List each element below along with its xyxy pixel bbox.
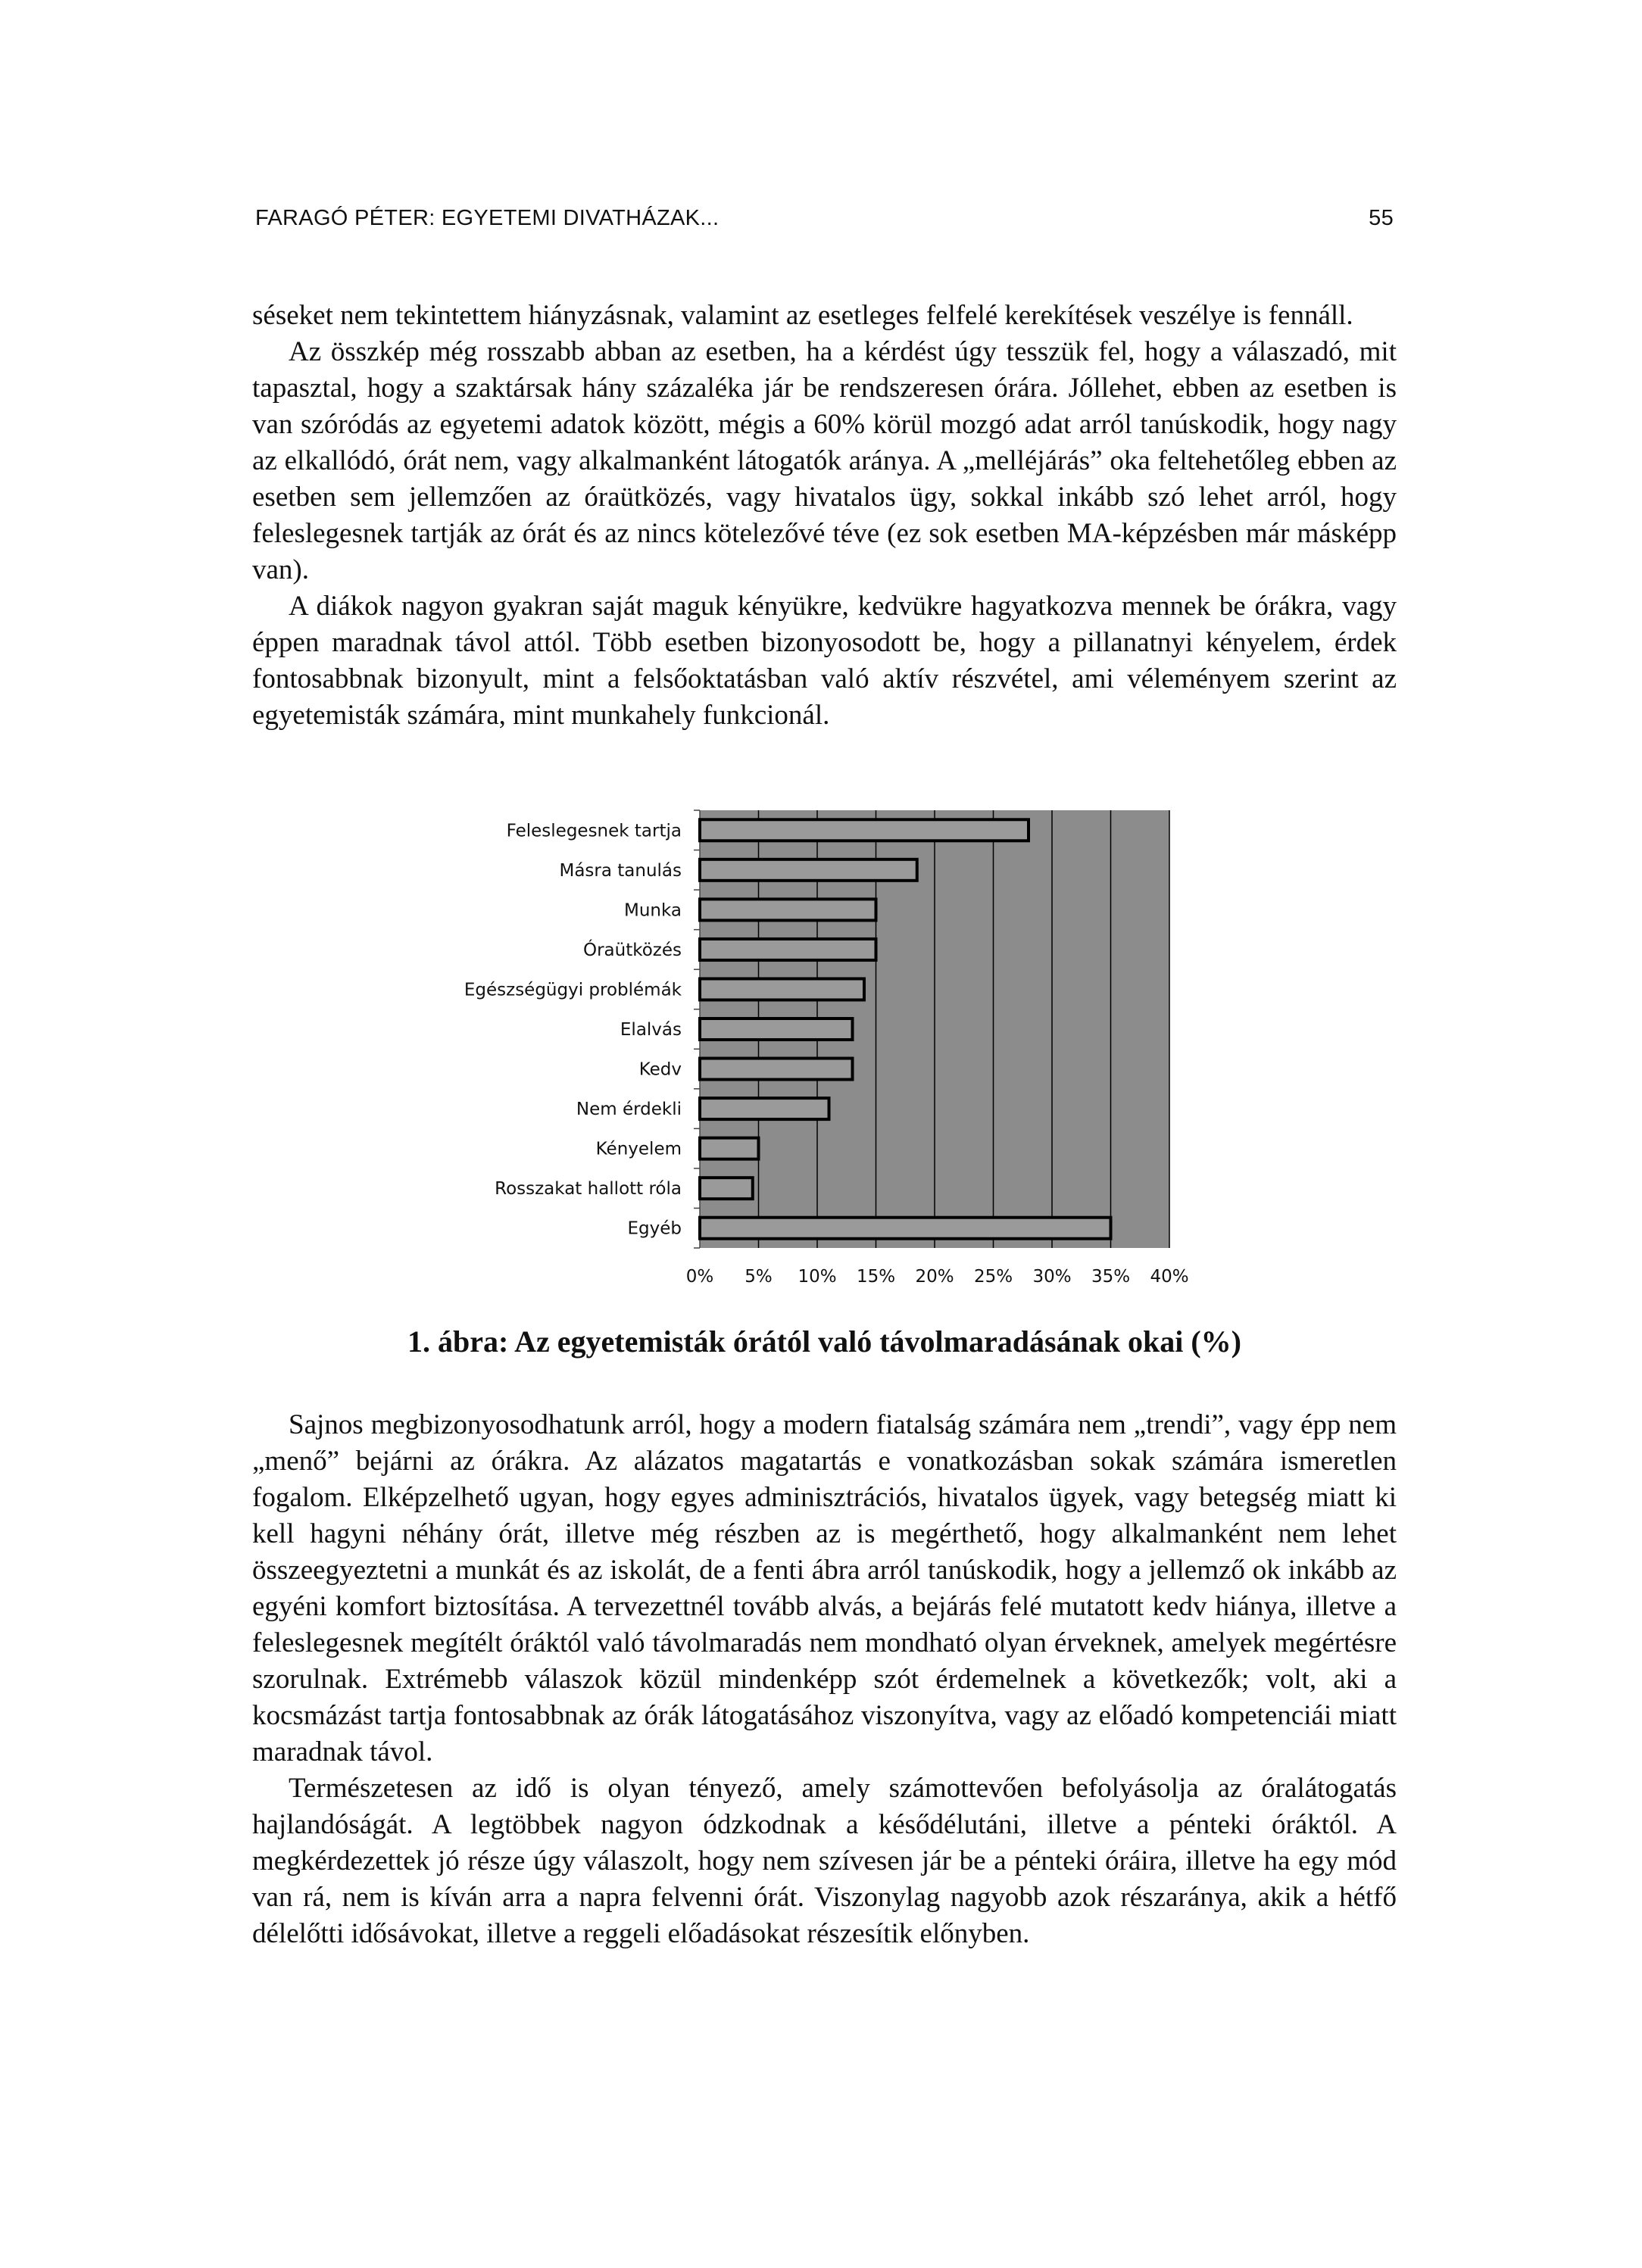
category-label: Feleslegesnek tartja: [506, 821, 682, 841]
bar: [700, 1178, 753, 1199]
x-tick-label: 40%: [1150, 1267, 1189, 1287]
paragraph: Az összkép még rosszabb abban az esetben, ha a kérdést úgy tesszük fel, hogy a válaszadó, mit tapasztal, hogy a szaktársak hány százaléka jár be rendszeresen órára. Jóllehet, ebben az esetben is van szóródás az egyetemi adatok között, mégis a 60% körül mozgó adat arról tanúskodik, hogy nagy az elkallódó, órát nem, vagy alkalmanként látogatók aránya. A „melléjárás” oka feltehetőleg ebben az esetben sem jellemzően az óraütközés, vagy hivatalos ügy, sokkal inkább szó lehet arról, hogy feleslegesnek tartják az órát és az nincs kötelezővé téve (ez sok esetben MA-képzésben már másképp van).: [252, 336, 1397, 585]
x-tick-label: 20%: [915, 1267, 954, 1287]
page-number: 55: [1369, 206, 1394, 230]
x-tick-label: 30%: [1032, 1267, 1072, 1287]
bar: [700, 859, 917, 881]
bar: [700, 1138, 759, 1159]
figure-caption: 1. ábra: Az egyetemisták órától való távolmaradásának okai (%): [407, 1324, 1241, 1359]
category-label: Egyéb: [627, 1218, 682, 1239]
category-label: Elalvás: [620, 1020, 682, 1040]
running-title: FARAGÓ PÉTER: EGYETEMI DIVATHÁZAK...: [255, 206, 720, 230]
x-tick-label: 35%: [1091, 1267, 1131, 1287]
category-label: Másra tanulás: [559, 860, 682, 881]
paragraph: Sajnos megbizonyosodhatunk arról, hogy a modern fiatalság számára nem „trendi”, vagy épp nem „menő” bejárni az órákra. Az alázatos magatartás e vonatkozásban sokak számára ismeretlen fogalom. Elképzelhető ugyan, hogy egyes adminisztrációs, hivatalos ügyek, vagy betegség miatt ki kell hagyni néhány órát, illetve még részben az is megérthető, hogy alkalmanként nem lehet összeegyeztetni a munkát és az iskolát, de a fenti ábra arról tanúskodik, hogy a jellemző ok inkább az egyéni komfort biztosítása. A tervezettnél tovább alvás, a bejárás felé mutatott kedv hiánya, illetve a feleslegesnek megítélt óráktól való távolmaradás nem mondható olyan érveknek, amelyek megértésre szorulnak. Extrémebb válaszok közül mindenképp szót érdemelnek a következők; volt, aki a kocsmázást tartja fontosabbnak az órák látogatásához viszonyítva, vagy az előadó kompetenciái miatt maradnak távol.: [252, 1409, 1397, 1767]
body-text-top: [252, 298, 1397, 734]
x-tick-label: 10%: [798, 1267, 837, 1287]
category-label: Rosszakat hallott róla: [495, 1179, 682, 1200]
bar: [700, 819, 1029, 841]
body-text-bottom: [252, 1407, 1397, 1952]
paragraph: A diákok nagyon gyakran saját maguk kényükre, kedvükre hagyatkozva mennek be órákra, vagy éppen maradnak távol attól. Több esetben bizonyosodott be, hogy a pillanatnyi kényelem, érdek fontosabbnak bizonyult, mint a felsőoktatásban való aktív részvétel, ami véleményem szerint az egyetemisták számára, mint munkahely funkcionál.: [252, 591, 1397, 731]
bar: [700, 939, 876, 960]
category-label: Óraütközés: [582, 940, 682, 960]
bar: [700, 978, 864, 1000]
x-tick-label: 0%: [685, 1267, 714, 1287]
bar: [700, 1218, 1111, 1239]
category-label: Egészségügyi problémák: [464, 980, 682, 1000]
bar: [700, 1019, 853, 1040]
category-label: Nem érdekli: [576, 1100, 682, 1120]
x-tick-label: 15%: [856, 1267, 896, 1287]
paragraph: Természetesen az idő is olyan tényező, amely számottevően befolyásolja az óralátogatás hajlandóságát. A legtöbbek nagyon ódzkodnak a késődélutáni, illetve a pénteki óráktól. A megkérdezettek jó része úgy válaszolt, hogy nem szívesen jár be a pénteki óráira, illetve ha egy mód van rá, nem is kíván arra a napra felvenni órát. Viszonylag nagyobb azok részaránya, akik a hétfő délelőtti idősávokat, illetve a reggeli előadásokat részesítik előnyben.: [252, 1773, 1397, 1949]
category-label: Kényelem: [595, 1139, 682, 1159]
bar: [700, 1059, 853, 1080]
category-label: Kedv: [638, 1059, 682, 1080]
category-label: Munka: [623, 900, 682, 921]
bar: [700, 1098, 829, 1119]
x-tick-label: 25%: [973, 1267, 1013, 1287]
bar: [700, 899, 876, 920]
x-tick-label: 5%: [745, 1267, 773, 1287]
paragraph: séseket nem tekintettem hiányzásnak, valamint az esetleges felfelé kerekítések veszélye is fennáll.: [252, 300, 1353, 331]
bar-chart: [424, 799, 1219, 1295]
bar-chart-svg: [424, 799, 1219, 1291]
